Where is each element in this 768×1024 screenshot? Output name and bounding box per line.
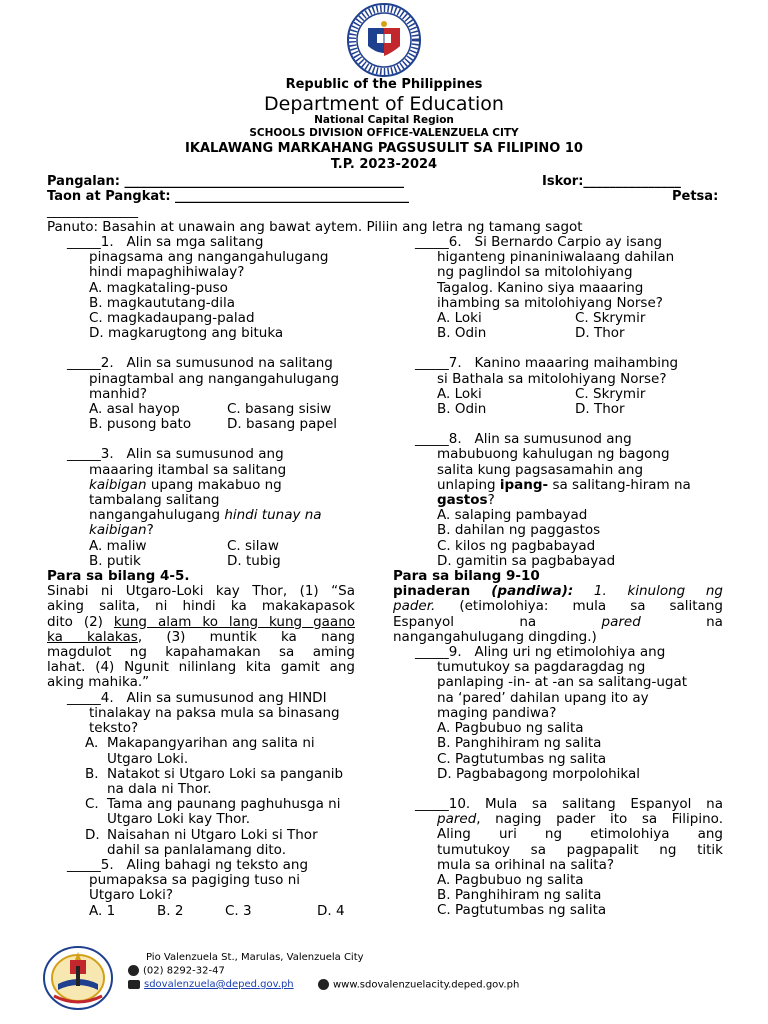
footer-email	[128, 979, 294, 990]
option[interactable]: C. 3	[225, 902, 252, 919]
name-field[interactable]: Pangalan: ___________________________________________	[47, 174, 404, 189]
website-link[interactable]: www.sdovalenzuelacity.deped.gov.ph	[333, 979, 520, 991]
answer-blank-6[interactable]: _____6.	[415, 234, 462, 250]
option[interactable]: D. Naisahan ni Utgaro Loki si Thor dahil sa panlalamang dito.	[85, 826, 318, 858]
question-8: _____8. Alin sa sumusunod ang mabubuong kahulugan ng bagong salita kung pagsasamahin ang unlaping ipang- sa salitang-hiram na gastos? A. salaping pambayad B. dahilan ng paggastos C. kilos ng pagbabayad D. gamitin sa pagbabayad	[415, 432, 723, 569]
answer-blank-3[interactable]: _____3.	[67, 446, 114, 463]
option[interactable]: B. 2	[157, 902, 184, 919]
option[interactable]: C. Pagtutumbas ng salita	[437, 902, 607, 919]
option[interactable]: D. Thor	[575, 401, 625, 418]
option[interactable]: D. Pagbabagong morpolohikal	[437, 765, 640, 782]
answer-blank-2[interactable]: _____2.	[67, 355, 114, 372]
globe-icon	[318, 979, 329, 990]
passage-heading: Para sa bilang 9-10	[393, 568, 540, 585]
question-9: _____9. Aling uri ng etimolohiya ang tumutukoy sa pagdaragdag ng panlaping -in- at -an sa salitang-ugat na ‘pared’ dahilan upang ito ay maging pandiwa? A. Pagbubuo ng salita B. Panghihiram ng salita C. Pagtutumbas ng salita D. Pagbabagong morpolohikal	[415, 645, 723, 782]
option[interactable]: B. pusong bato	[89, 416, 192, 433]
option[interactable]: A. Pagbubuo ng salita	[437, 720, 584, 737]
deped-seal-icon	[346, 2, 422, 78]
option[interactable]: C. Tama ang paunang paghuhusga ni Utgaro Loki kay Thor.	[85, 796, 341, 828]
republic-label: Republic of the Philippines	[285, 77, 483, 92]
option[interactable]: B. Odin	[437, 401, 487, 418]
exam-title: IKALAWANG MARKAHANG PAGSUSULIT SA FILIPINO 10	[185, 141, 583, 156]
instructions: Panuto: Basahin at unawain ang bawat aytem. Piliin ang letra ng tamang sagot	[47, 219, 583, 235]
option[interactable]: D. basang papel	[227, 416, 338, 433]
date-label: Petsa:	[672, 189, 719, 204]
phone-icon	[128, 965, 139, 976]
passage-heading: Para sa bilang 4-5.	[47, 568, 190, 585]
option[interactable]: B. magkaututang-dila	[89, 294, 236, 311]
footer-website	[318, 979, 519, 991]
right-column	[393, 234, 723, 919]
date-field[interactable]: ______________	[47, 204, 138, 219]
option[interactable]: B. Panghihiram ng salita	[437, 887, 602, 904]
email-link[interactable]: sdovalenzuela@deped.gov.ph	[144, 979, 294, 990]
option[interactable]: A. Loki	[437, 385, 482, 402]
footer-phone: (02) 8292-32-47	[128, 965, 225, 977]
answer-blank-7[interactable]: _____7.	[415, 355, 462, 372]
option[interactable]: A. Loki	[437, 310, 482, 327]
option[interactable]: A. asal hayop	[89, 401, 180, 418]
option[interactable]: A. Pagbubuo ng salita	[437, 871, 584, 888]
option[interactable]: B. Odin	[437, 325, 487, 342]
option[interactable]: B. Natakot si Utgaro Loki sa panganib na dala ni Thor.	[85, 765, 344, 797]
question-2: _____2. Alin sa sumusunod na salitang pinagtambal ang nangangahulugang manhid? A. asal hayop C. basang sisiw B. pusong bato D. basang papel	[67, 356, 379, 432]
region-label: National Capital Region	[314, 114, 454, 126]
answer-blank-10[interactable]: _____10.	[415, 795, 471, 812]
answer-blank-9[interactable]: _____9.	[415, 644, 462, 661]
grade-section-field[interactable]: Taon at Pangkat: ____________________________________	[47, 189, 410, 204]
passage-4-5: Para sa bilang 4-5. Sinabi ni Utgaro-Loki kay Thor, (1) “Sa aking salita, ni hindi ka makakapasok dito (2) kung alam ko lang kung gaano ka kalakas, (3) muntik ka nang magdulot ng kapahamakan sa aming lahat. (4) Ngunit nilinlang kita gamit ang aking mahika.”	[47, 569, 379, 691]
question-3: _____3. Alin sa sumusunod ang maaaring itambal sa salitang kaibigan upang makabuo ng tambalang salitang nangangahulugang hindi tunay na kaibigan? A. maliw C. silaw B. putik D. tubig	[67, 447, 379, 569]
question-4: _____4. Alin sa sumusunod ang HINDI tinalakay na paksa mula sa binasang teksto? A. Makapangyarihan ang salita ni Utgaro Loki. B. Natakot si Utgaro Loki sa panganib na dala ni Thor. C. Tama ang paunang paghuhusga ni Utgaro Loki kay Thor. D. Naisahan ni Utgaro Loki si Thor dahil sa panlalamang dito.	[67, 691, 379, 858]
left-column	[47, 234, 379, 919]
score-field[interactable]: Iskor:_______________	[542, 174, 681, 189]
option[interactable]: A. maliw	[89, 537, 147, 554]
option[interactable]: D. magkarugtong ang bituka	[89, 325, 284, 342]
school-year: T.P. 2023-2024	[330, 157, 438, 172]
email-icon	[128, 980, 140, 989]
option[interactable]: A. Makapangyarihan ang salita ni Utgaro Loki.	[85, 735, 315, 767]
passage-9-10: Para sa bilang 9-10 pinaderan (pandiwa): 1. kinulong ng pader. (etimolohiya: mula sa salitang Espanyol na pared na nangangahulugang dingding.)	[393, 568, 723, 645]
answer-blank-5[interactable]: _____5.	[67, 856, 114, 873]
option[interactable]: A. salaping pambayad	[437, 507, 588, 524]
option[interactable]: A. magkataling-puso	[89, 279, 228, 296]
option[interactable]: D. gamitin sa pagbabayad	[437, 552, 616, 569]
answer-blank-1[interactable]: _____1.	[67, 234, 114, 250]
option[interactable]: B. putik	[89, 552, 141, 569]
option[interactable]: C. basang sisiw	[227, 401, 332, 418]
answer-blank-4[interactable]: _____4.	[67, 689, 114, 706]
answer-blank-8[interactable]: _____8.	[415, 431, 462, 448]
option[interactable]: D. 4	[317, 902, 345, 919]
option[interactable]: B. dahilan ng paggastos	[437, 522, 601, 539]
footer-address: Pio Valenzuela St., Marulas, Valenzuela City	[146, 952, 364, 963]
question-5: _____5. Aling bahagi ng teksto ang pumapaksa sa pagiging tuso ni Utgaro Loki? A. 1 B. 2 C. 3 D. 4	[67, 858, 379, 919]
option[interactable]: C. Skrymir	[575, 385, 646, 402]
option[interactable]: C. silaw	[227, 537, 279, 554]
question-10: _____10. Mula sa salitang Espanyol na pared, naging pader ito sa Filipino. Aling uri ng etimolohiya ang tumutukoy sa pagpapalit ng titik mula sa orihinal na salita? A. Pagbubuo ng salita B. Panghihiram ng salita C. Pagtutumbas ng salita	[415, 795, 723, 919]
option[interactable]: D. Thor	[575, 325, 625, 342]
question-7: _____7. Kanino maaaring maihambing si Bathala sa mitolohiyang Norse? A. Loki C. Skrymir B. Odin D. Thor	[415, 356, 723, 417]
option[interactable]: C. magkadaupang-palad	[89, 310, 255, 327]
option[interactable]: C. kilos ng pagbabayad	[437, 537, 596, 554]
question-6: _____6. Si Bernardo Carpio ay isang higanteng pinaniniwalaang dahilan ng paglindol sa mitolohiyang Tagalog. Kanino siya maaaring ihambing sa mitolohiyang Norse? A. Loki C. Skrymir B. Odin D. Thor	[415, 235, 723, 341]
department-title: Department of Education	[264, 93, 504, 115]
division-label: SCHOOLS DIVISION OFFICE-VALENZUELA CITY	[249, 127, 519, 139]
option[interactable]: C. Pagtutumbas ng salita	[437, 750, 607, 767]
option[interactable]: D. tubig	[227, 552, 281, 569]
sdo-valenzuela-logo-icon	[40, 944, 116, 1012]
option[interactable]: C. Skrymir	[575, 310, 646, 327]
option[interactable]: B. Panghihiram ng salita	[437, 735, 602, 752]
option[interactable]: A. 1	[89, 902, 116, 919]
question-1: _____1. Alin sa mga salitang pinagsama ang nangangahulugang hindi mapaghihiwalay? A. magkataling-puso B. magkaututang-dila C. magkadaupang-palad D. magkarugtong ang bituka	[67, 235, 379, 341]
